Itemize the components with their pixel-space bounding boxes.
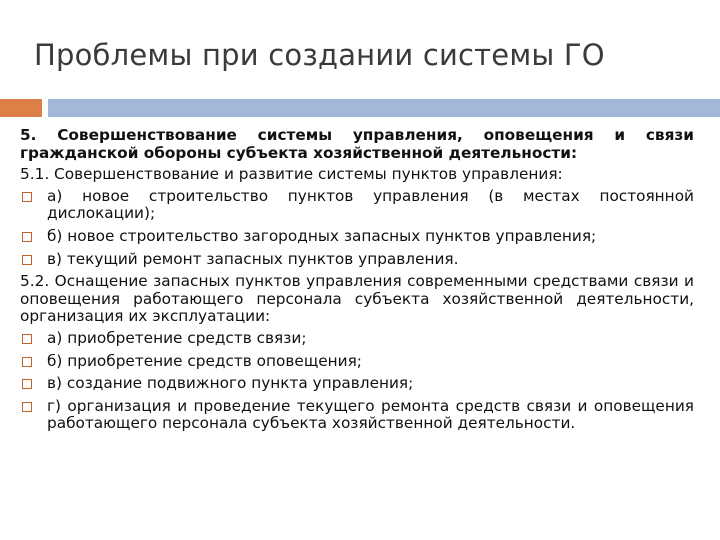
square-bullet-icon bbox=[22, 192, 32, 202]
list-item-text: б) приобретение средств оповещения; bbox=[47, 351, 362, 370]
square-bullet-icon bbox=[22, 402, 32, 412]
section-1-title: 5.1. Совершенствование и развитие системы пунктов управления: bbox=[20, 165, 563, 184]
slide-content bbox=[20, 127, 694, 438]
list-item bbox=[20, 188, 694, 223]
title-divider-bar bbox=[48, 99, 720, 117]
list-item bbox=[20, 251, 694, 269]
list-item-text: г) организация и проведение текущего ремонта средств связи и оповещения работающего персонала субъекта хозяйственной деятельности. bbox=[47, 396, 694, 433]
slide-title: Проблемы при создании системы ГО bbox=[34, 38, 605, 72]
square-bullet-icon bbox=[22, 255, 32, 265]
square-bullet-icon bbox=[22, 379, 32, 389]
title-divider-accent bbox=[0, 99, 42, 117]
list-item bbox=[20, 228, 694, 246]
list-item-text: в) текущий ремонт запасных пунктов управления. bbox=[47, 249, 459, 268]
heading-paragraph: 5. Совершенствование системы управления, оповещения и связи гражданской обороны субъекта хозяйственной деятельности: bbox=[20, 126, 694, 162]
list-item bbox=[20, 330, 694, 348]
square-bullet-icon bbox=[22, 357, 32, 367]
list-item-text: б) новое строительство загородных запасных пунктов управления; bbox=[47, 226, 597, 245]
list-item-text: а) новое строительство пунктов управления (в местах постоянной дислокации); bbox=[47, 186, 694, 223]
list-item-text: а) приобретение средств связи; bbox=[47, 328, 307, 347]
list-item-text: в) создание подвижного пункта управления; bbox=[47, 374, 414, 393]
square-bullet-icon bbox=[22, 334, 32, 344]
list-item bbox=[20, 353, 694, 371]
section-2-title: 5.2. Оснащение запасных пунктов управления современными средствами связи и оповещения работающего персонала субъекта хозяйственной деятельности, организация их эксплуатации: bbox=[20, 272, 694, 326]
list-item bbox=[20, 375, 694, 393]
list-item bbox=[20, 398, 694, 433]
square-bullet-icon bbox=[22, 232, 32, 242]
